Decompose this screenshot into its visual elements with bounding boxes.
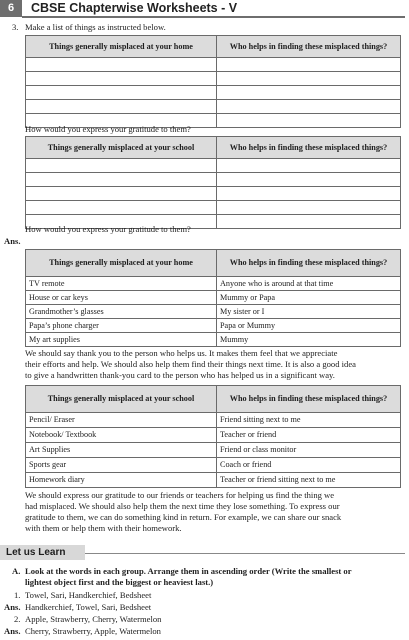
question-instruction: Make a list of things as instructed below. [25, 22, 166, 32]
table-header: Who helps in finding these misplaced things? [217, 36, 401, 58]
item-text: Towel, Sari, Handkerchief, Bedsheet [25, 590, 152, 600]
table-cell: Grandmother’s glasses [26, 305, 217, 319]
table-cell: Mummy or Papa [217, 291, 401, 305]
section-heading: Let us Learn [6, 547, 66, 558]
table-header: Things generally misplaced at your school [26, 137, 217, 159]
book-title: CBSE Chapterwise Worksheets - V [31, 1, 238, 15]
table-cell: Homework diary [26, 473, 217, 488]
answer-paragraph [25, 490, 400, 534]
table-cell: Teacher or friend sitting next to me [217, 473, 401, 488]
question-label: A. [12, 566, 21, 576]
table-cell[interactable] [217, 215, 401, 229]
table-row [26, 305, 401, 319]
table-cell[interactable] [217, 201, 401, 215]
table-row [26, 333, 401, 347]
table-row [26, 443, 401, 458]
table-cell[interactable] [217, 173, 401, 187]
table-row [26, 159, 401, 173]
table-cell[interactable] [217, 86, 401, 100]
table-cell[interactable] [26, 58, 217, 72]
table-row [26, 72, 401, 86]
table-cell: My sister or I [217, 305, 401, 319]
table-cell[interactable] [26, 72, 217, 86]
gratitude-question: How would you express your gratitude to them? [25, 124, 191, 134]
question-number: 3. [12, 22, 19, 32]
table-cell[interactable] [217, 58, 401, 72]
paragraph-line: their efforts and help. We should also help them find their things next time. It is also a good idea [25, 359, 356, 369]
table-header: Things generally misplaced at your home [26, 36, 217, 58]
item-text: Apple, Strawberry, Cherry, Watermelon [25, 614, 162, 624]
answer-label: Ans. [4, 626, 21, 636]
table-home-answer [25, 249, 401, 347]
table-cell: Friend sitting next to me [217, 413, 401, 428]
item-number: 2. [14, 614, 21, 624]
table-row [26, 187, 401, 201]
answer-paragraph [25, 348, 400, 381]
table-row [26, 428, 401, 443]
table-cell[interactable] [217, 159, 401, 173]
paragraph-line: to give a handwritten thank-you card to the person who has helped us in a significant way. [25, 370, 335, 380]
table-header: Things generally misplaced at your school [26, 386, 217, 413]
table-cell: Art Supplies [26, 443, 217, 458]
page-header [0, 0, 409, 17]
table-row [26, 473, 401, 488]
question-text: lightest object first and the biggest or heaviest last.) [25, 577, 214, 587]
table-cell: TV remote [26, 277, 217, 291]
table-cell: Sports gear [26, 458, 217, 473]
table-cell: My art supplies [26, 333, 217, 347]
table-row [26, 86, 401, 100]
table-row [26, 58, 401, 72]
table-row [26, 319, 401, 333]
section-rule [85, 553, 405, 554]
table-cell: Pencil/ Eraser [26, 413, 217, 428]
table-school-answer [25, 385, 401, 488]
table-header: Who helps in finding these misplaced things? [217, 250, 401, 277]
item-answer: Cherry, Strawberry, Apple, Watermelon [25, 626, 161, 636]
table-cell: Coach or friend [217, 458, 401, 473]
table-row [26, 201, 401, 215]
table-row [26, 277, 401, 291]
item-number: 1. [14, 590, 21, 600]
table-cell[interactable] [26, 159, 217, 173]
page-number: 6 [0, 0, 22, 17]
table-header: Who helps in finding these misplaced things? [217, 386, 401, 413]
table-cell[interactable] [26, 173, 217, 187]
table-cell: Papa or Mummy [217, 319, 401, 333]
table-school-blank [25, 136, 401, 229]
table-cell: Friend or class monitor [217, 443, 401, 458]
table-cell[interactable] [26, 100, 217, 114]
table-cell[interactable] [26, 201, 217, 215]
table-cell: Anyone who is around at that time [217, 277, 401, 291]
table-header: Things generally misplaced at your home [26, 250, 217, 277]
section-heading-box [0, 545, 85, 560]
table-cell[interactable] [217, 72, 401, 86]
paragraph-line: gratitude to them, we can do something kind in return. For example, we can share our snack [25, 512, 342, 522]
answer-label: Ans. [4, 602, 21, 612]
gratitude-question: How would you express your gratitude to them? [25, 224, 191, 234]
table-cell: Teacher or friend [217, 428, 401, 443]
item-answer: Handkerchief, Towel, Sari, Bedsheet [25, 602, 152, 612]
table-row [26, 413, 401, 428]
table-row [26, 291, 401, 305]
table-cell: House or car keys [26, 291, 217, 305]
table-cell: Papa’s phone charger [26, 319, 217, 333]
paragraph-line: We should say thank you to the person who helps us. It makes them feel that we appreciate [25, 348, 338, 358]
paragraph-line: We should express our gratitude to our friends or teachers for helping us find the thing we [25, 490, 335, 500]
header-rule [22, 16, 405, 18]
table-cell[interactable] [217, 114, 401, 128]
table-cell[interactable] [26, 187, 217, 201]
table-header: Who helps in finding these misplaced things? [217, 137, 401, 159]
table-cell: Notebook/ Textbook [26, 428, 217, 443]
table-cell[interactable] [217, 187, 401, 201]
question-text: Look at the words in each group. Arrange them in ascending order (Write the smallest or [25, 566, 352, 576]
table-row [26, 100, 401, 114]
table-cell[interactable] [26, 86, 217, 100]
answer-label: Ans. [4, 236, 21, 246]
table-home-blank [25, 35, 401, 128]
table-cell: Mummy [217, 333, 401, 347]
paragraph-line: with them or help them with their homework. [25, 523, 182, 533]
paragraph-line: had misplaced. We should also help them the next time they lose something. To express our [25, 501, 340, 511]
table-cell[interactable] [217, 100, 401, 114]
table-row [26, 458, 401, 473]
table-row [26, 173, 401, 187]
